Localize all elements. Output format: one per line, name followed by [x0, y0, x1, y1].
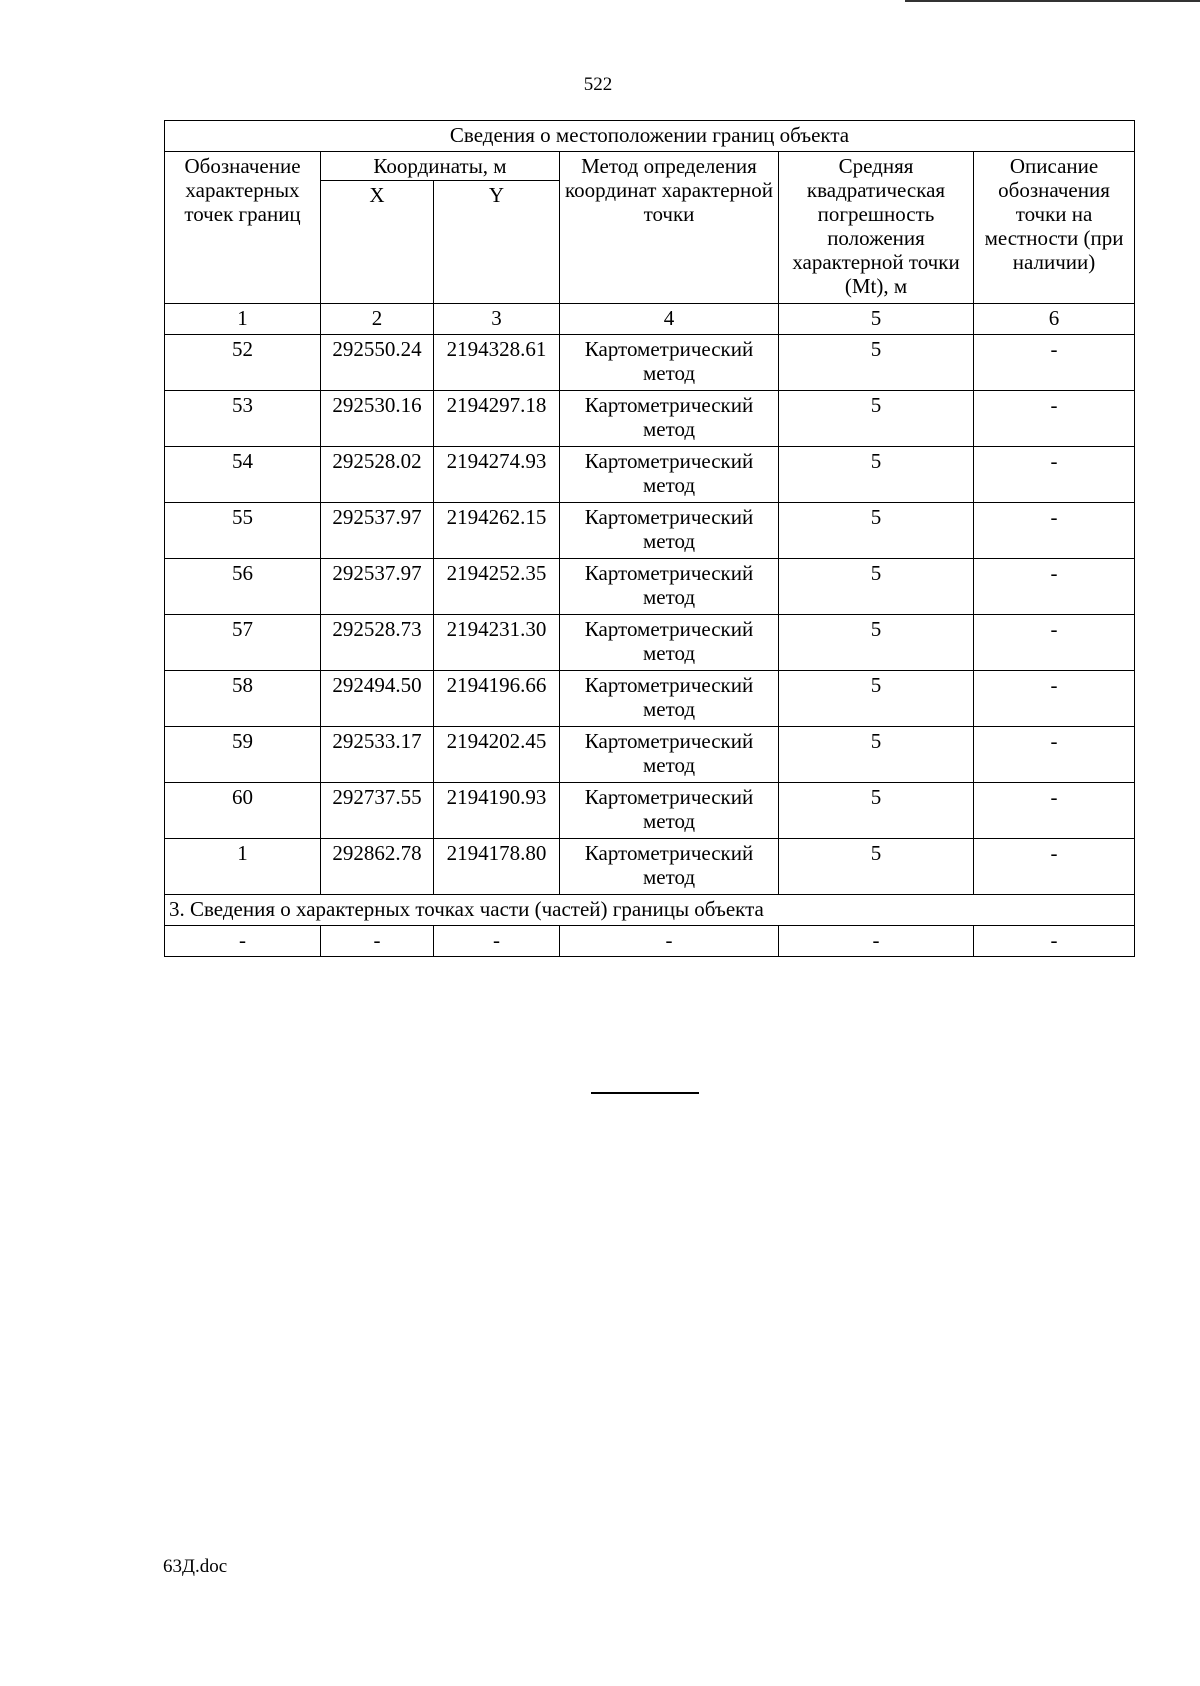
- section-title: 3. Сведения о характерных точках части (частей) границы объекта: [165, 895, 1135, 926]
- y-cell: 2194252.35: [434, 559, 560, 615]
- method-cell: Картометрический метод: [560, 335, 779, 391]
- description-cell: -: [974, 839, 1135, 895]
- x-cell: 292537.97: [321, 503, 434, 559]
- header-method: Метод определения координат характерной точки: [560, 152, 779, 304]
- description-cell: -: [974, 671, 1135, 727]
- description-cell: -: [974, 447, 1135, 503]
- x-cell: 292533.17: [321, 727, 434, 783]
- error-cell: 5: [779, 727, 974, 783]
- point-cell: 52: [165, 335, 321, 391]
- method-cell: Картометрический метод: [560, 839, 779, 895]
- y-cell: 2194202.45: [434, 727, 560, 783]
- page-number: 522: [583, 74, 613, 95]
- error-cell: 5: [779, 447, 974, 503]
- table-row: [165, 559, 1135, 615]
- error-cell: 5: [779, 335, 974, 391]
- y-cell: 2194328.61: [434, 335, 560, 391]
- column-number: 5: [779, 304, 974, 335]
- table-row: [165, 783, 1135, 839]
- column-number: 1: [165, 304, 321, 335]
- column-number: 2: [321, 304, 434, 335]
- empty-cell: -: [779, 926, 974, 957]
- column-number: 3: [434, 304, 560, 335]
- method-cell: Картометрический метод: [560, 615, 779, 671]
- table-caption: Сведения о местоположении границ объекта: [165, 121, 1135, 152]
- table-row: [165, 727, 1135, 783]
- y-cell: 2194231.30: [434, 615, 560, 671]
- description-cell: -: [974, 391, 1135, 447]
- point-cell: 55: [165, 503, 321, 559]
- header-point: Обозначение характерных точек границ: [165, 152, 321, 304]
- table-row: [165, 335, 1135, 391]
- column-number: 6: [974, 304, 1135, 335]
- table-row: [165, 839, 1135, 895]
- header-description: Описание обозначения точки на местности (при наличии): [974, 152, 1135, 304]
- empty-cell: -: [434, 926, 560, 957]
- header-y: Y: [434, 181, 560, 304]
- error-cell: 5: [779, 615, 974, 671]
- end-of-table-rule: [591, 1092, 699, 1094]
- header-coords: Координаты, м: [321, 152, 560, 181]
- y-cell: 2194196.66: [434, 671, 560, 727]
- description-cell: -: [974, 783, 1135, 839]
- empty-cell: -: [974, 926, 1135, 957]
- method-cell: Картометрический метод: [560, 671, 779, 727]
- x-cell: 292528.02: [321, 447, 434, 503]
- point-cell: 59: [165, 727, 321, 783]
- section-title-row: [165, 895, 1135, 926]
- point-cell: 58: [165, 671, 321, 727]
- header-x: X: [321, 181, 434, 304]
- error-cell: 5: [779, 391, 974, 447]
- x-cell: 292737.55: [321, 783, 434, 839]
- empty-values-row: [165, 926, 1135, 957]
- point-cell: 1: [165, 839, 321, 895]
- method-cell: Картометрический метод: [560, 727, 779, 783]
- top-edge-rule: [905, 0, 1200, 2]
- method-cell: Картометрический метод: [560, 559, 779, 615]
- error-cell: 5: [779, 839, 974, 895]
- empty-cell: -: [560, 926, 779, 957]
- boundary-coordinates-table: [164, 120, 1135, 957]
- y-cell: 2194178.80: [434, 839, 560, 895]
- method-cell: Картометрический метод: [560, 447, 779, 503]
- column-number-row: [165, 304, 1135, 335]
- description-cell: -: [974, 615, 1135, 671]
- method-cell: Картометрический метод: [560, 391, 779, 447]
- method-cell: Картометрический метод: [560, 503, 779, 559]
- table-header-row: [165, 152, 1135, 181]
- x-cell: 292494.50: [321, 671, 434, 727]
- empty-cell: -: [165, 926, 321, 957]
- x-cell: 292862.78: [321, 839, 434, 895]
- error-cell: 5: [779, 559, 974, 615]
- column-number: 4: [560, 304, 779, 335]
- method-cell: Картометрический метод: [560, 783, 779, 839]
- table-row: [165, 503, 1135, 559]
- description-cell: -: [974, 559, 1135, 615]
- table-row: [165, 391, 1135, 447]
- error-cell: 5: [779, 671, 974, 727]
- x-cell: 292530.16: [321, 391, 434, 447]
- point-cell: 57: [165, 615, 321, 671]
- empty-cell: -: [321, 926, 434, 957]
- x-cell: 292550.24: [321, 335, 434, 391]
- description-cell: -: [974, 727, 1135, 783]
- table-row: [165, 671, 1135, 727]
- footer-file-name: 63Д.doc: [163, 1556, 228, 1577]
- description-cell: -: [974, 335, 1135, 391]
- y-cell: 2194274.93: [434, 447, 560, 503]
- header-error: Средняя квадратическая погрешность положения характерной точки (Mt), м: [779, 152, 974, 304]
- point-cell: 60: [165, 783, 321, 839]
- table-caption-row: [165, 121, 1135, 152]
- point-cell: 56: [165, 559, 321, 615]
- y-cell: 2194262.15: [434, 503, 560, 559]
- y-cell: 2194190.93: [434, 783, 560, 839]
- point-cell: 53: [165, 391, 321, 447]
- table-row: [165, 615, 1135, 671]
- x-cell: 292528.73: [321, 615, 434, 671]
- error-cell: 5: [779, 503, 974, 559]
- table-row: [165, 447, 1135, 503]
- x-cell: 292537.97: [321, 559, 434, 615]
- description-cell: -: [974, 503, 1135, 559]
- y-cell: 2194297.18: [434, 391, 560, 447]
- point-cell: 54: [165, 447, 321, 503]
- error-cell: 5: [779, 783, 974, 839]
